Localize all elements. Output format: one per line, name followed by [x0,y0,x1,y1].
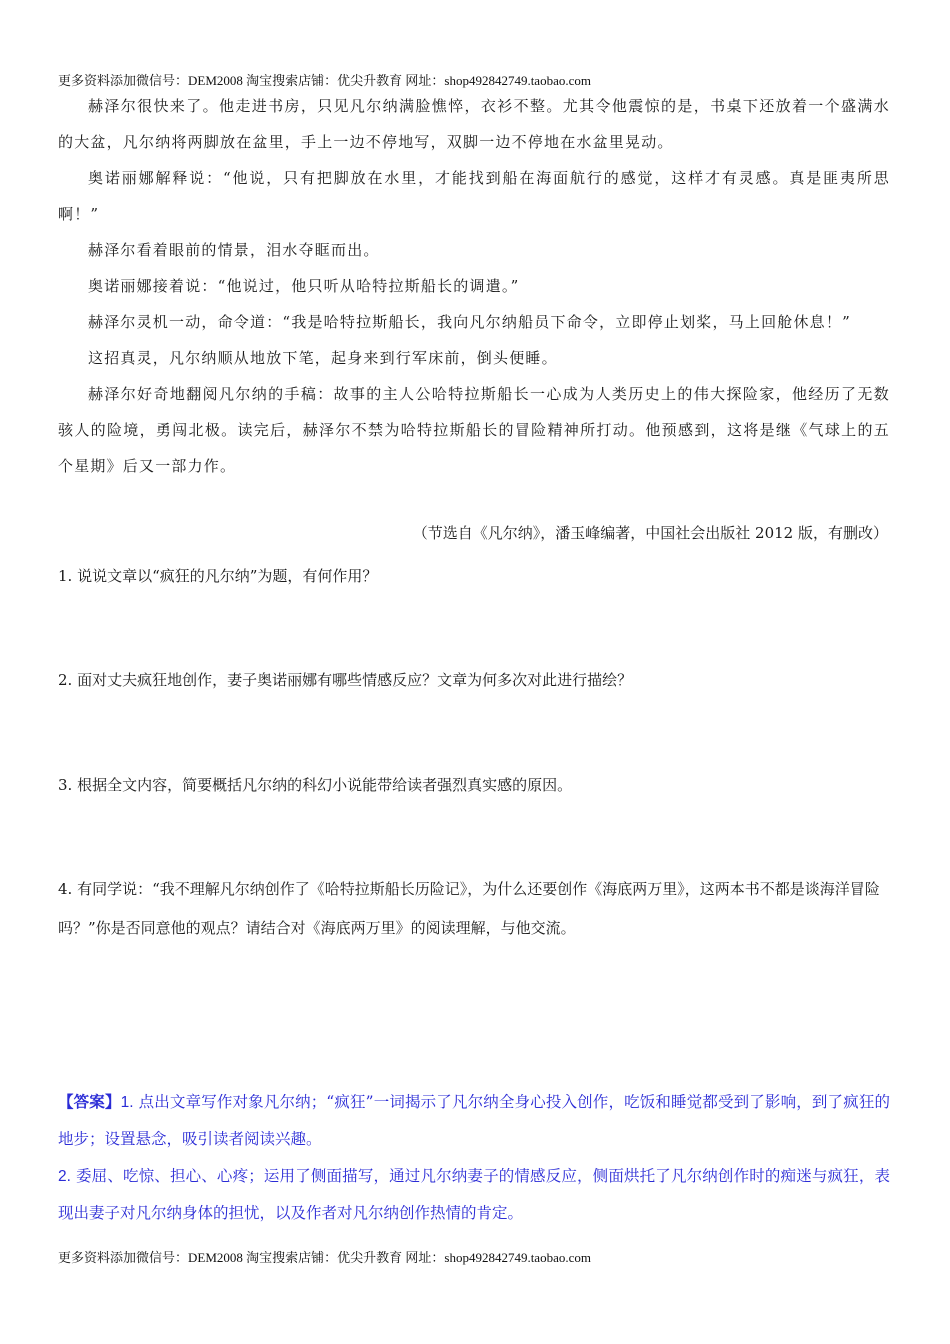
story-paragraph: 赫泽尔看着眼前的情景，泪水夺眶而出。 [88,241,380,259]
answer-tag: 【答案】 [58,1092,121,1111]
answer-section [58,1083,890,1232]
question-1: 1. 说说文章以“疯狂的凡尔纳”为题，有何作用？ [58,567,378,585]
source-citation: （节选自《凡尔纳》，潘玉峰编著，中国社会出版社 2012 版，有删改） [412,524,888,542]
answer-2-number: 2. [58,1168,71,1185]
answer-1-text: 点出文章写作对象凡尔纳；“疯狂”一词揭示了凡尔纳全身心投入创作，吃饭和睡觉都受到了影响，到了疯狂的地步；设置悬念，吸引读者阅读兴趣。 [58,1093,890,1148]
question-4: 4. 有同学说：“我不理解凡尔纳创作了《哈特拉斯船长历险记》，为什么还要创作《海底两万里》，这两本书不都是谈海洋冒险吗？”你是否同意他的观点？请结合对《海底两万里》的阅读理解，与他交流。 [58,880,880,937]
question-3: 3. 根据全文内容，简要概括凡尔纳的科幻小说能带给读者强烈真实感的原因。 [58,776,573,794]
story-paragraph: 赫泽尔很快来了。他走进书房，只见凡尔纳满脸憔悴，衣衫不整。尤其令他震惊的是，书桌下还放着一个盛满水的大盆，凡尔纳将两脚放在盆里，手上一边不停地写，双脚一边不停地在水盆里晃动。 [58,97,890,151]
answer-2-text: 委屈、吃惊、担心、心疼；运用了侧面描写，通过凡尔纳妻子的情感反应，侧面烘托了凡尔纳创作时的痴迷与疯狂，表现出妻子对凡尔纳身体的担忧，以及作者对凡尔纳创作热情的肯定。 [58,1167,890,1222]
answer-2 [58,1158,890,1232]
story-paragraph: 这招真灵，凡尔纳顺从地放下笔，起身来到行军床前，倒头便睡。 [88,349,558,367]
story-paragraph: 奥诺丽娜解释说：“他说，只有把脚放在水里，才能找到船在海面航行的感觉，这样才有灵感。真是匪夷所思啊！” [58,169,890,223]
story-paragraph: 赫泽尔好奇地翻阅凡尔纳的手稿：故事的主人公哈特拉斯船长一心成为人类历史上的伟大探险家，他经历了无数骇人的险境，勇闯北极。读完后，赫泽尔不禁为哈特拉斯船长的冒险精神所打动。他预感到，这将是继《气球上的五个星期》后又一部力作。 [58,385,890,475]
page-header: 更多资料添加微信号：DEM2008 淘宝搜索店铺：优尖升教育 网址：shop492842749.taobao.com [58,73,591,88]
story-excerpt [58,88,890,484]
answer-1-number: 1. [120,1094,134,1111]
story-paragraph: 赫泽尔灵机一动，命令道：“我是哈特拉斯船长，我向凡尔纳船员下命令，立即停止划桨，马上回舱休息！” [88,313,851,331]
page-footer: 更多资料添加微信号：DEM2008 淘宝搜索店铺：优尖升教育 网址：shop492842749.taobao.com [58,1250,591,1265]
answer-1 [58,1083,890,1158]
question-2: 2. 面对丈夫疯狂地创作，妻子奥诺丽娜有哪些情感反应？文章为何多次对此进行描绘？ [58,671,633,689]
story-paragraph: 奥诺丽娜接着说：“他说过，他只听从哈特拉斯船长的调遣。” [88,277,520,295]
